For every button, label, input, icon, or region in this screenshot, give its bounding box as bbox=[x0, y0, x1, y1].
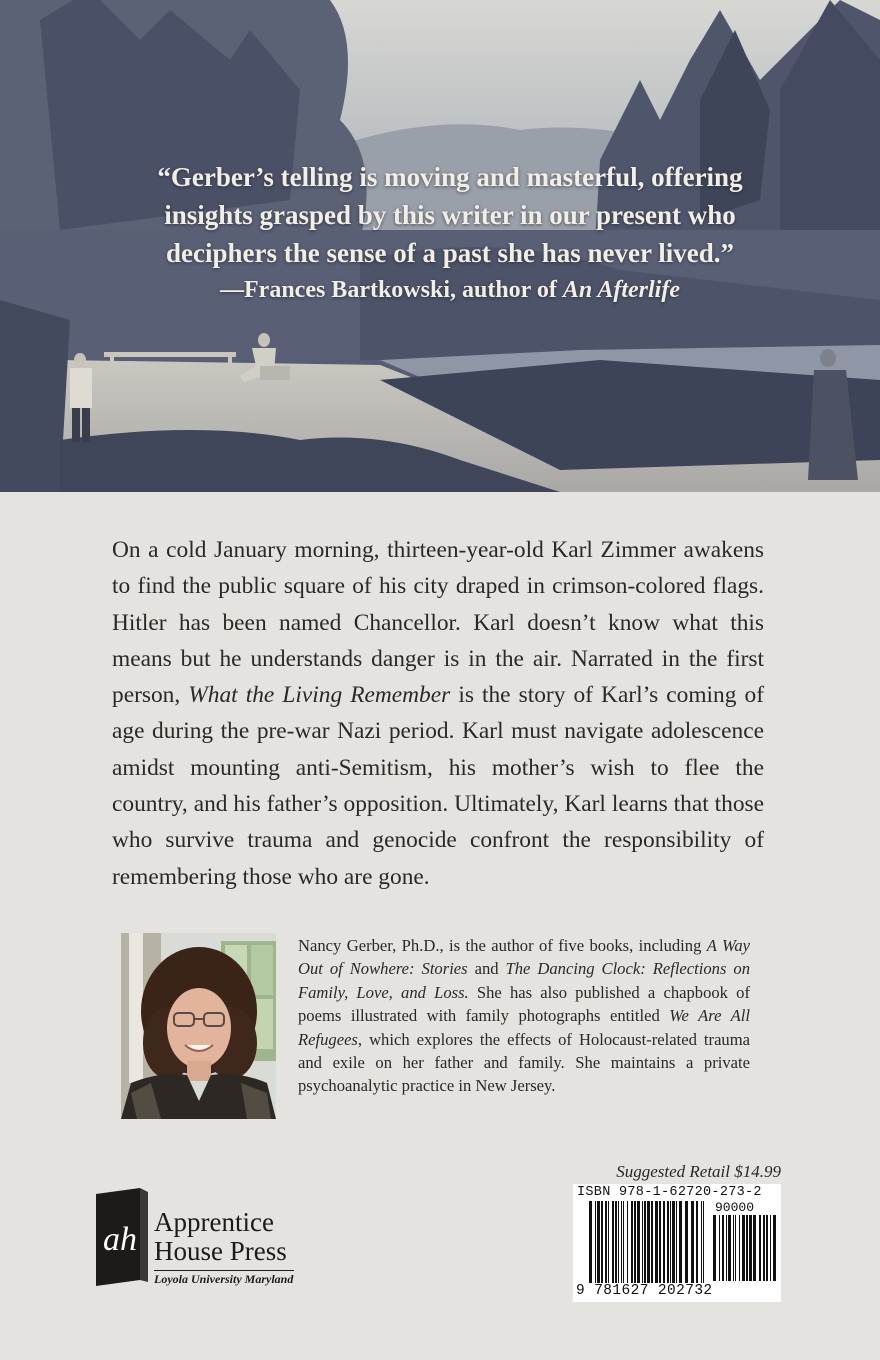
barcode-bar bbox=[644, 1201, 646, 1283]
barcode-bar bbox=[659, 1201, 661, 1283]
barcode-bar bbox=[770, 1215, 771, 1281]
barcode-bar bbox=[742, 1215, 745, 1281]
barcode-bar bbox=[766, 1215, 768, 1281]
ean-barcode-bars bbox=[589, 1201, 707, 1283]
bio-book-3: We Are All Refugees bbox=[298, 1006, 750, 1049]
quote-line-3: deciphers the sense of a past she has never lived.” bbox=[165, 238, 734, 268]
bio-book-1: A Way Out of Nowhere: Stories bbox=[298, 936, 750, 979]
barcode-bar bbox=[753, 1215, 756, 1281]
barcode-bar bbox=[703, 1201, 704, 1283]
barcode-bar bbox=[672, 1201, 675, 1283]
bio-book-2: The Dancing Clock: Reflections on Family, Love, and Loss. bbox=[298, 959, 750, 1002]
barcode-bar bbox=[667, 1201, 669, 1283]
barcode-bar bbox=[701, 1201, 702, 1283]
barcode-bar bbox=[637, 1201, 640, 1283]
barcode-bar bbox=[746, 1215, 748, 1281]
barcode-bar bbox=[627, 1201, 628, 1283]
author-bio bbox=[298, 934, 750, 1098]
book-mark-icon bbox=[96, 1188, 148, 1286]
barcode-bar bbox=[739, 1215, 740, 1281]
barcode-bar bbox=[642, 1201, 643, 1283]
barcode-bar bbox=[763, 1215, 765, 1281]
barcode-bar bbox=[589, 1201, 592, 1283]
barcode-bar bbox=[621, 1201, 622, 1283]
barcode-bar bbox=[759, 1215, 761, 1281]
cover-photo bbox=[0, 0, 880, 492]
publisher-name bbox=[154, 1208, 287, 1266]
barcode-bar bbox=[595, 1201, 596, 1283]
quote-attribution bbox=[60, 272, 840, 308]
barcode-bar bbox=[685, 1201, 688, 1283]
barcode-bar bbox=[605, 1201, 607, 1283]
attribution-book-title: An Afterlife bbox=[562, 277, 680, 303]
bio-text-3: She has also published a chapbook of poems illustrated with family photographs entitled bbox=[298, 982, 750, 1026]
barcode-bar bbox=[749, 1215, 752, 1281]
barcode-bar bbox=[651, 1201, 653, 1283]
bio-text-2: and bbox=[467, 959, 506, 979]
author-photo bbox=[121, 933, 276, 1119]
barcode-bar bbox=[612, 1201, 614, 1283]
endorsement-quote bbox=[60, 158, 840, 308]
barcode-bar bbox=[618, 1201, 619, 1283]
quote-line-2: insights grasped by this writer in our present who bbox=[164, 200, 736, 230]
blurb-part-2: is the story of Karl’s coming of age during the pre-war Nazi period. Karl must navigate adolescence amidst mounting anti-Semitism, his mother’s wish to flee the country, and his father’s opposition. Ultimately, Karl learns that those who survive trauma and genocide confront the responsibility of remembering those who are gone. bbox=[112, 682, 764, 890]
barcode-bar bbox=[597, 1201, 600, 1283]
publisher-name-line-2: House Press bbox=[154, 1236, 287, 1266]
book-description bbox=[112, 532, 764, 895]
barcode-bar bbox=[691, 1201, 694, 1283]
barcode-bar bbox=[634, 1201, 636, 1283]
suggested-retail-price: Suggested Retail $14.99 bbox=[616, 1162, 781, 1181]
barcode-bar bbox=[728, 1215, 731, 1281]
attribution-prefix: —Frances Bartkowski, author of bbox=[220, 277, 563, 303]
barcode-bar bbox=[676, 1201, 677, 1283]
barcode-bar bbox=[696, 1201, 698, 1283]
author-portrait bbox=[121, 933, 276, 1119]
barcode-bar bbox=[608, 1201, 609, 1283]
price-addon-number: 90000 bbox=[715, 1200, 755, 1215]
barcode-bar bbox=[719, 1215, 720, 1281]
barcode-bar bbox=[647, 1201, 650, 1283]
barcode-bar bbox=[601, 1201, 603, 1283]
blurb-book-title: What the Living Remember bbox=[188, 682, 451, 709]
blurb-part-1: On a cold January morning, thirteen-year-old Karl Zimmer awakens to find the public square of his city draped in crimson-colored flags. Hitler has been named Chancellor. Karl doesn’t know what this means but he understands danger is in the air. Narrated in the first person, bbox=[112, 537, 764, 709]
barcode-bar bbox=[631, 1201, 633, 1283]
barcode-bar bbox=[655, 1201, 658, 1283]
barcode-bar bbox=[679, 1201, 682, 1283]
barcode-bar bbox=[670, 1201, 671, 1283]
barcode-digits: 9 781627 202732 bbox=[576, 1283, 713, 1299]
addon-barcode-bars bbox=[713, 1215, 777, 1281]
publisher-subtitle: Loyola University Maryland bbox=[154, 1272, 294, 1286]
barcode-bar bbox=[733, 1215, 734, 1281]
barcode-bar bbox=[663, 1201, 665, 1283]
barcode-bar bbox=[726, 1215, 727, 1281]
publisher-logo bbox=[96, 1188, 316, 1288]
logo-divider bbox=[154, 1270, 294, 1271]
quote-line-1: “Gerber’s telling is moving and masterful, offering bbox=[157, 162, 743, 192]
bio-text-1: Nancy Gerber, Ph.D., is the author of five books, including bbox=[298, 936, 707, 955]
isbn-number: ISBN 978-1-62720-273-2 bbox=[577, 1185, 762, 1200]
isbn-barcode bbox=[573, 1184, 781, 1302]
publisher-name-line-1: Apprentice bbox=[154, 1207, 274, 1237]
logo-monogram: ah bbox=[103, 1221, 137, 1258]
bio-text-4: , which explores the effects of Holocaust-related trauma and exile on her father and family. She maintains a private psychoanalytic practice in New Jersey. bbox=[298, 1029, 750, 1096]
barcode-bar bbox=[623, 1201, 624, 1283]
barcode-bar bbox=[722, 1215, 724, 1281]
barcode-bar bbox=[615, 1201, 617, 1283]
barcode-bar bbox=[713, 1215, 716, 1281]
barcode-bar bbox=[735, 1215, 736, 1281]
barcode-bar bbox=[773, 1215, 776, 1281]
